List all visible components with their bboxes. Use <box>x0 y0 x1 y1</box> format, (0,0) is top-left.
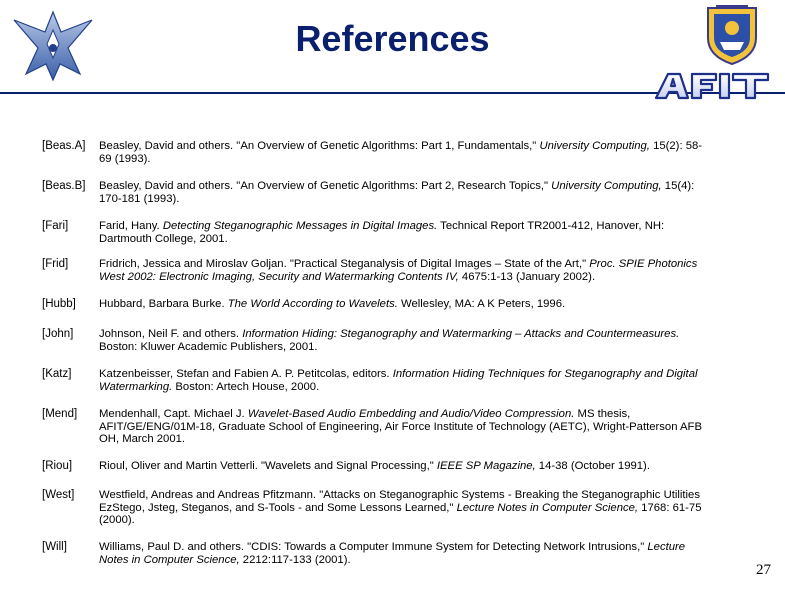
afit-shield-logo <box>700 4 764 71</box>
slide-title: References <box>295 18 490 59</box>
ref-key: [Mend] <box>42 408 78 420</box>
ref-key: [John] <box>42 328 74 340</box>
ref-key: [Katz] <box>42 368 72 380</box>
ref-entry: Mendenhall, Capt. Michael J. Wavelet-Based Audio Embedding and Audio/Video Compression. MS thesis, AFIT/GE/ENG/01M-18, Graduate School of Engineering, Air Force Institute of Technology (AETC), Wright-Patterson AFB OH, March 2001. <box>99 408 702 445</box>
ref-entry: Williams, Paul D. and others. "CDIS: Towards a Computer Immune System for Detecting Network Intrusions," Lecture Notes in Computer Science, 2212:117-133 (2001). <box>99 541 686 566</box>
ref-entry: Westfield, Andreas and Andreas Pfitzmann. "Attacks on Steganographic Systems - Breaking the Steganographic Utilities EzStego, Jsteg, Steganos, and S-Tools - and Some Lessons Learned," Lecture Notes in Computer Science, 1768: 61-75 (2000). <box>99 489 702 526</box>
ref-entry: Beasley, David and others. "An Overview of Genetic Algorithms: Part 2, Research Topics," University Computing, 15(4): 170-181 (1993). <box>99 180 695 205</box>
ref-key: [Will] <box>42 541 67 553</box>
ref-key: [Beas.B] <box>42 180 86 192</box>
ref-entry: Hubbard, Barbara Burke. The World According to Wavelets. Wellesley, MA: A K Peters, 1996. <box>99 298 566 310</box>
ref-key: [Frid] <box>42 258 69 270</box>
ref-key: [Riou] <box>42 460 73 472</box>
ref-key: [Beas.A] <box>42 140 86 152</box>
ref-entry: Rioul, Oliver and Martin Vetterli. "Wavelets and Signal Processing," IEEE SP Magazine, 14-38 (October 1991). <box>99 460 650 472</box>
ref-entry: Katzenbeisser, Stefan and Fabien A. P. Petitcolas, editors. Information Hiding Techniques for Steganography and Digital Watermarking. Boston: Artech House, 2000. <box>99 368 698 393</box>
ref-entry: Beasley, David and others. "An Overview of Genetic Algorithms: Part 1, Fundamentals," University Computing, 15(2): 58-69 (1993). <box>99 140 703 165</box>
page-number: 27 <box>756 562 771 578</box>
ref-key: [Hubb] <box>42 298 76 310</box>
ref-key: [Fari] <box>42 220 69 232</box>
ref-key: [West] <box>42 489 75 501</box>
ref-entry: Farid, Hany. Detecting Steganographic Messages in Digital Images. Technical Report TR2001-412, Hanover, NH: Dartmouth College, 2001. <box>99 220 665 245</box>
ref-entry: Johnson, Neil F. and others. Information Hiding: Steganography and Watermarking – Attacks and Countermeasures. Boston: Kluwer Academic Publishers, 2001. <box>99 328 680 353</box>
afit-wordmark-logo <box>652 68 772 107</box>
ref-entry: Fridrich, Jessica and Miroslav Goljan. "Practical Steganalysis of Digital Images – State of the Art," Proc. SPIE Photonics West 2002: Electronic Imaging, Security and Watermarking Contents IV, 4675:1-13 (January 2002). <box>99 258 698 283</box>
